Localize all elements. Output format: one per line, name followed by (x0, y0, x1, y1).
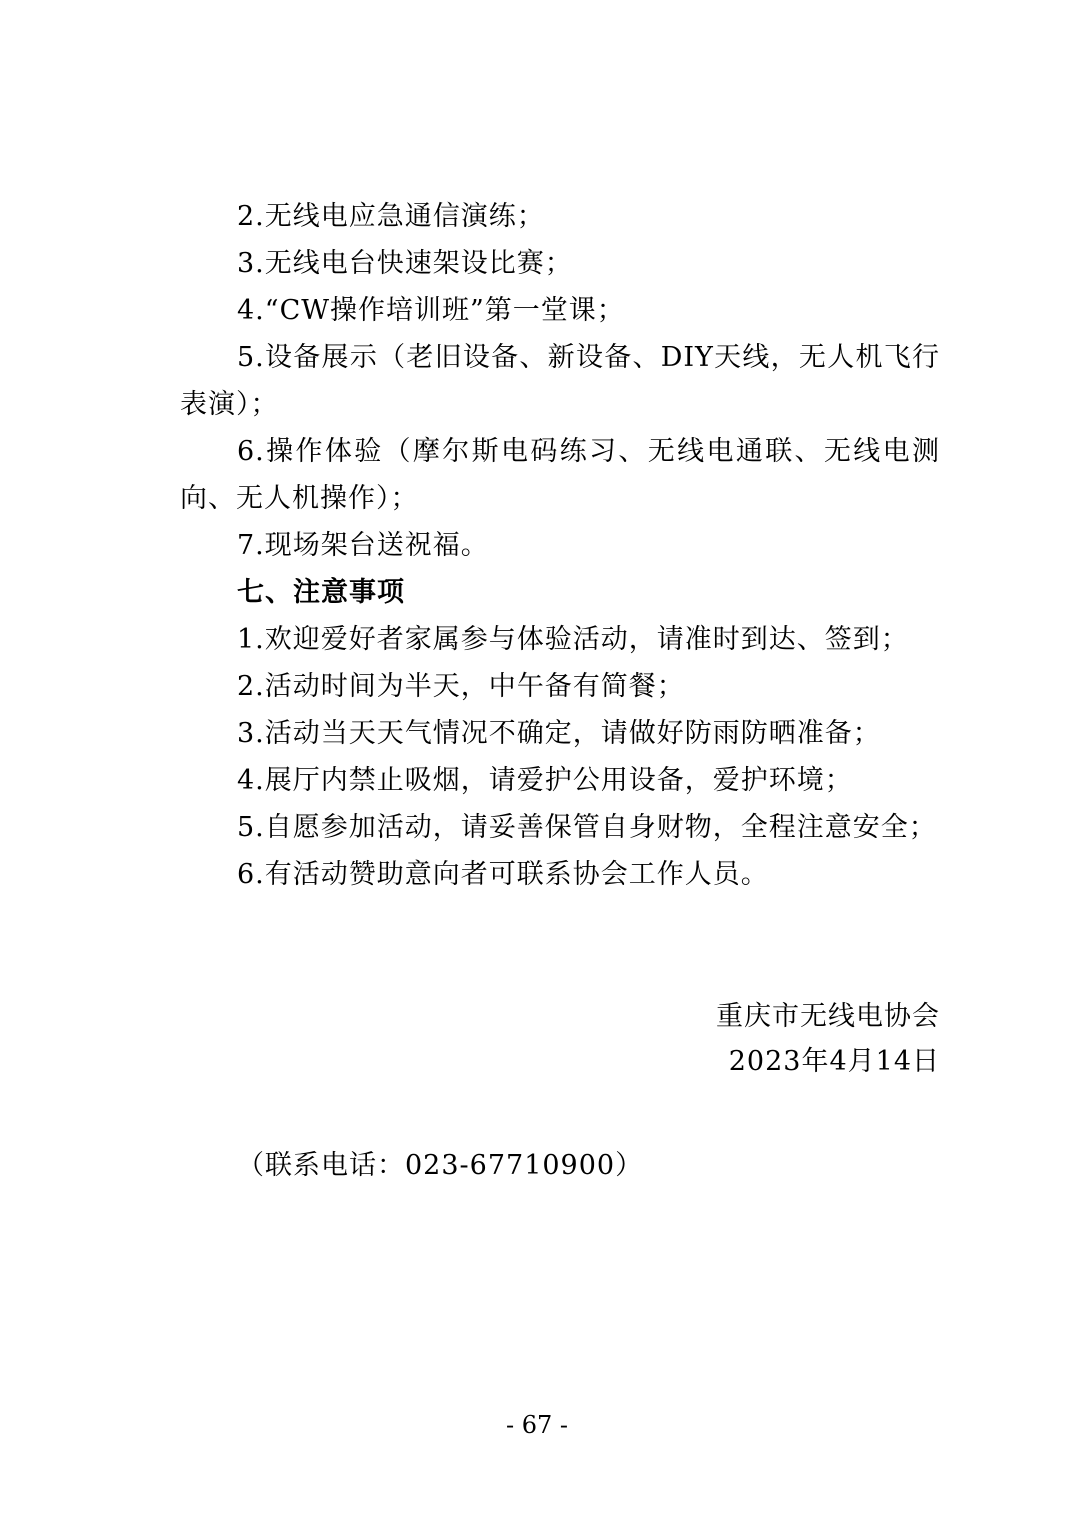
list-item: 2.无线电应急通信演练； (237, 201, 545, 232)
list-item: 5.自愿参加活动，请妥善保管自身财物，全程注意安全； (237, 812, 937, 843)
signature-date: 2023年4月14日 (728, 1046, 940, 1077)
contact-phone: （联系电话：023-67710900） (237, 1150, 644, 1181)
list-item: 7.现场架台送祝福。 (237, 530, 489, 561)
list-item: 6.操作体验（摩尔斯电码练习、无线电通联、无线电测向、无人机操作）； (180, 436, 940, 514)
list-item: 4.“CW操作培训班”第一堂课； (237, 295, 625, 326)
list-item: 3.活动当天天气情况不确定，请做好防雨防晒准备； (237, 718, 881, 749)
list-item: 6.有活动赞助意向者可联系协会工作人员。 (237, 859, 769, 890)
list-item: 1.欢迎爱好者家属参与体验活动，请准时到达、签到； (237, 624, 909, 655)
list-item: 2.活动时间为半天，中午备有简餐； (237, 671, 685, 702)
list-item: 3.无线电台快速架设比赛； (237, 248, 573, 279)
list-item: 5.设备展示（老旧设备、新设备、DIY天线，无人机飞行表演）； (180, 342, 940, 420)
list-item: 4.展厅内禁止吸烟，请爱护公用设备，爱护环境； (237, 765, 853, 796)
section-heading: 七、注意事项 (237, 577, 405, 608)
signature-org: 重庆市无线电协会 (716, 1001, 940, 1032)
page-number: - 67 - (505, 1411, 568, 1439)
